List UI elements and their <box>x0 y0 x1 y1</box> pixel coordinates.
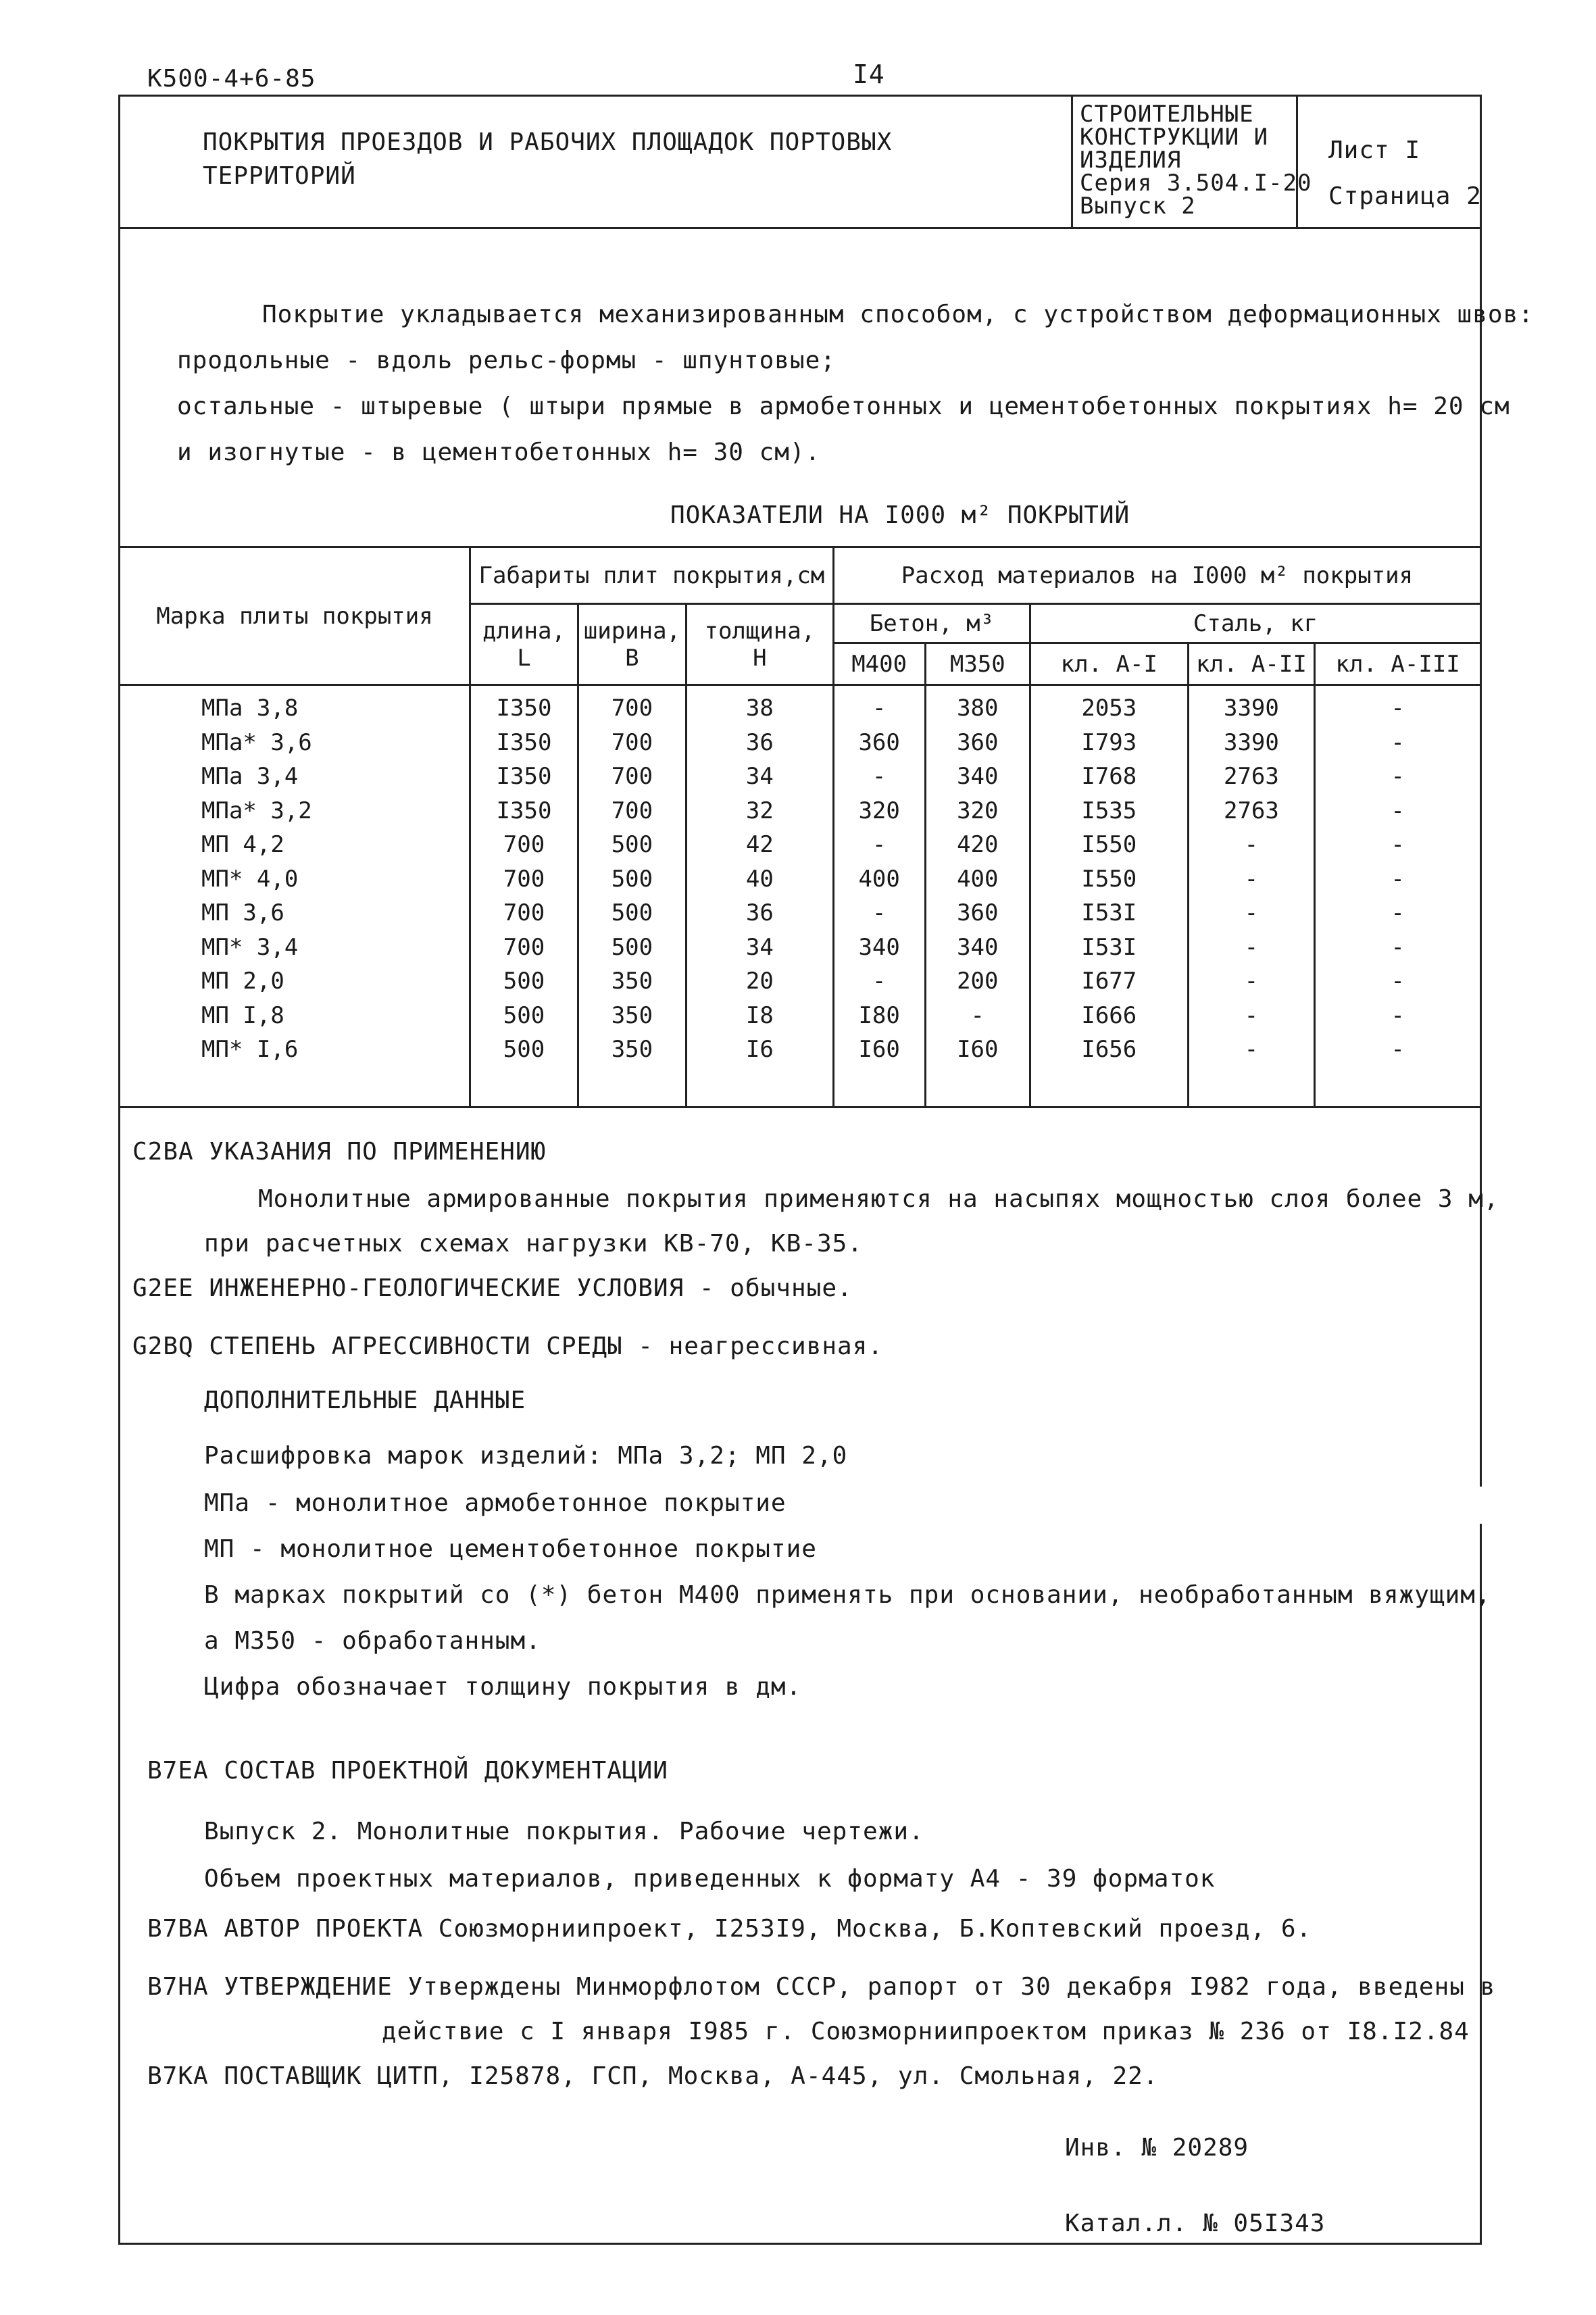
col-mark <box>120 685 470 1107</box>
col-a1 <box>1030 685 1188 1107</box>
header-a1: кл. А-I <box>1030 643 1188 685</box>
col-thickness <box>686 685 833 1107</box>
frame-gap <box>1480 1487 1485 1524</box>
header-length: длина, L <box>470 604 578 685</box>
intro-line-2: продольные - вдоль рельс-формы - шпунтовые; <box>177 347 836 374</box>
header-consumption: Расход материалов на I000 м² покрытия <box>833 547 1480 604</box>
table-cell: 500 <box>611 933 653 961</box>
table-cell: 2053 <box>1081 695 1137 722</box>
table-cell: 340 <box>957 763 999 790</box>
table-cell: 700 <box>503 899 545 926</box>
header-dimensions: Габариты плит покрытия,см <box>470 547 834 604</box>
table-cell: I8 <box>745 1001 774 1029</box>
extra-data-title: ДОПОЛНИТЕЛЬНЫЕ ДАННЫЕ <box>204 1387 526 1414</box>
table-cell: 500 <box>611 831 653 858</box>
header-width: ширина, B <box>578 604 686 685</box>
table-cell: 700 <box>503 865 545 893</box>
table-cell: - <box>1244 1001 1259 1029</box>
title-block-divider <box>1071 95 1073 228</box>
table-cell: 500 <box>503 1036 545 1063</box>
table-cell: 500 <box>611 865 653 893</box>
table-cell: - <box>1244 933 1259 961</box>
intro-line-4: и изогнутые - в цементобетонных h= 30 см). <box>177 439 821 466</box>
table-cell: - <box>1244 865 1259 893</box>
table-cell: МП 3,6 <box>201 899 284 926</box>
table-cell: 20 <box>745 968 774 995</box>
marks-decode: Расшифровка марок изделий: МПа 3,2; МП 2,0 <box>204 1442 848 1470</box>
page-number: I4 <box>853 59 885 89</box>
series-stamp: СТРОИТЕЛЬНЫЕ КОНСТРУКЦИИ И ИЗДЕЛИЯ Серия 3.504.I-20 Выпуск 2 <box>1080 101 1312 220</box>
table-cell: МП* I,6 <box>201 1036 299 1063</box>
table-cell: - <box>872 695 887 722</box>
aggressiveness: G2BQ СТЕПЕНЬ АГРЕССИВНОСТИ СРЕДЫ - неагрессивная. <box>132 1333 884 1360</box>
volume-line: Объем проектных материалов, приведенных к формату А4 - 39 форматок <box>204 1865 1216 1893</box>
table-cell: 500 <box>503 968 545 995</box>
catalog-number: Катал.л. № 05I343 <box>1065 2210 1326 2237</box>
table-cell: 34 <box>745 763 774 790</box>
table-cell: I793 <box>1081 728 1137 756</box>
table-cell: I550 <box>1081 831 1137 858</box>
table-cell: 2763 <box>1223 763 1279 790</box>
header-a3: кл. А-III <box>1315 643 1481 685</box>
table-cell: 34 <box>745 933 774 961</box>
table-cell: 400 <box>957 865 999 893</box>
indicators-table <box>118 546 1482 1108</box>
approval-line-2: действие с I января I985 г. Союзморниипроектом приказ № 236 от I8.I2.84 <box>382 2018 1470 2045</box>
geology-conditions: G2EE ИНЖЕНЕРНО-ГЕОЛОГИЧЕСКИЕ УСЛОВИЯ - обычные. <box>132 1274 853 1302</box>
page-label: Страница 2 <box>1328 182 1482 210</box>
table-cell: I656 <box>1081 1036 1137 1063</box>
table-cell: 200 <box>957 968 999 995</box>
table-cell: 700 <box>503 933 545 961</box>
table-cell: - <box>1391 1036 1405 1063</box>
table-cell: I53I <box>1081 933 1137 961</box>
table-cell: 2763 <box>1223 797 1279 824</box>
header-m350: М350 <box>925 643 1030 685</box>
table-cell: 36 <box>745 899 774 926</box>
author-line: В7ВА АВТОР ПРОЕКТА Союзморниипроект, I253I9, Москва, Б.Коптевский проезд, 6. <box>147 1915 1312 1943</box>
table-cell: I350 <box>496 728 552 756</box>
table-cell: МПа 3,8 <box>201 695 299 722</box>
table-cell: 42 <box>745 831 774 858</box>
title-block-bottom-line <box>118 227 1482 229</box>
table-cell: - <box>1244 831 1259 858</box>
table-cell: 700 <box>611 728 653 756</box>
table-cell: МП* 4,0 <box>201 865 299 893</box>
table-cell: 350 <box>611 1036 653 1063</box>
star-note-line-1: В марках покрытий со (*) бетон М400 применять при основании, необработанным вяжущим, <box>204 1581 1491 1609</box>
table-cell: 700 <box>503 831 545 858</box>
table-cell: 3390 <box>1223 728 1279 756</box>
table-cell: I60 <box>957 1036 999 1063</box>
table-cell: - <box>1391 968 1405 995</box>
approval-line-1: В7НА УТВЕРЖДЕНИЕ Утверждены Минморфлотом СССР, рапорт от 30 декабря I982 года, введены в <box>147 1973 1496 2001</box>
table-cell: 360 <box>957 899 999 926</box>
digit-note: Цифра обозначает толщину покрытия в дм. <box>204 1673 802 1701</box>
table-cell: 700 <box>611 797 653 824</box>
sheet-label: Лист I <box>1328 136 1421 164</box>
usage-title: С2ВА УКАЗАНИЯ ПО ПРИМЕНЕНИЮ <box>132 1138 547 1166</box>
table-cell: I350 <box>496 695 552 722</box>
table-cell: МПа* 3,2 <box>201 797 312 824</box>
table-cell: 500 <box>503 1001 545 1029</box>
table-cell: - <box>872 899 887 926</box>
table-cell: МП 4,2 <box>201 831 284 858</box>
table-cell: - <box>1391 728 1405 756</box>
table-cell: 320 <box>858 797 900 824</box>
col-a3 <box>1315 685 1481 1107</box>
header-a2: кл. А-II <box>1188 643 1315 685</box>
table-cell: - <box>1391 899 1405 926</box>
table-cell: - <box>1244 968 1259 995</box>
table-cell: I350 <box>496 797 552 824</box>
table-cell: 32 <box>745 797 774 824</box>
star-note-line-2: а М350 - обработанным. <box>204 1627 541 1655</box>
table-cell: - <box>1391 933 1405 961</box>
table-cell: - <box>970 1001 985 1029</box>
mp-definition: МП - монолитное цементобетонное покрытие <box>204 1535 817 1563</box>
issue-line: Выпуск 2. Монолитные покрытия. Рабочие чертежи. <box>204 1818 924 1845</box>
inventory-number: Инв. № 20289 <box>1065 2134 1249 2162</box>
table-cell: 340 <box>858 933 900 961</box>
document-code: К500-4+6-85 <box>147 65 316 93</box>
table-cell: 700 <box>611 763 653 790</box>
table-cell: 40 <box>745 865 774 893</box>
table-cell: МП* 3,4 <box>201 933 299 961</box>
table-cell: - <box>872 831 887 858</box>
table-cell: I350 <box>496 763 552 790</box>
table-cell: МП 2,0 <box>201 968 284 995</box>
table-cell: 500 <box>611 899 653 926</box>
table-cell: - <box>1391 831 1405 858</box>
table-cell: I550 <box>1081 865 1137 893</box>
table-cell: - <box>872 763 887 790</box>
usage-line-2: при расчетных схемах нагрузки КВ-70, КВ-35. <box>204 1230 863 1258</box>
table-cell: - <box>1391 763 1405 790</box>
table-cell: I53I <box>1081 899 1137 926</box>
table-cell: I80 <box>858 1001 900 1029</box>
table-cell: I60 <box>858 1036 900 1063</box>
usage-line-1: Монолитные армированные покрытия применяются на насыпях мощностью слоя более 3 м, <box>258 1185 1499 1213</box>
table-cell: 360 <box>858 728 900 756</box>
table-cell: 36 <box>745 728 774 756</box>
table-cell: - <box>1391 865 1405 893</box>
table-cell: МПа 3,4 <box>201 763 299 790</box>
header-thickness: толщина, H <box>686 604 833 685</box>
table-cell: - <box>1244 1036 1259 1063</box>
col-length <box>470 685 578 1107</box>
table-cell: - <box>872 968 887 995</box>
table-cell: - <box>1391 1001 1405 1029</box>
table-cell: - <box>1391 797 1405 824</box>
table-cell: 420 <box>957 831 999 858</box>
composition-title: В7ЕА СОСТАВ ПРОЕКТНОЙ ДОКУМЕНТАЦИИ <box>147 1757 668 1785</box>
table-cell: 360 <box>957 728 999 756</box>
header-mark: Марка плиты покрытия <box>120 547 470 685</box>
mpa-definition: МПа - монолитное армобетонное покрытие <box>204 1489 787 1517</box>
col-width <box>578 685 686 1107</box>
intro-line-3: остальные - штыревые ( штыри прямые в армобетонных и цементобетонных покрытиях h= 20 см <box>177 393 1510 420</box>
col-m350 <box>925 685 1030 1107</box>
document-title: ПОКРЫТИЯ ПРОЕЗДОВ И РАБОЧИХ ПЛОЩАДОК ПОРТОВЫХ ТЕРРИТОРИЙ <box>203 128 893 190</box>
header-concrete: Бетон, м³ <box>833 604 1030 643</box>
table-cell: МПа* 3,6 <box>201 728 312 756</box>
table-cell: I768 <box>1081 763 1137 790</box>
col-a2 <box>1188 685 1315 1107</box>
table-cell: 700 <box>611 695 653 722</box>
table-cell: I6 <box>745 1036 774 1063</box>
table-cell: I535 <box>1081 797 1137 824</box>
table-cell: - <box>1391 695 1405 722</box>
header-steel: Сталь, кг <box>1030 604 1481 643</box>
table-cell: 380 <box>957 695 999 722</box>
table-cell: 320 <box>957 797 999 824</box>
table-title: ПОКАЗАТЕЛИ НА I000 м² ПОКРЫТИЙ <box>670 501 1130 529</box>
table-cell: 340 <box>957 933 999 961</box>
table-cell: 38 <box>745 695 774 722</box>
col-m400 <box>833 685 925 1107</box>
table-cell: 350 <box>611 968 653 995</box>
table-cell: 3390 <box>1223 695 1279 722</box>
header-m400: М400 <box>833 643 925 685</box>
table-cell: I666 <box>1081 1001 1137 1029</box>
table-cell: 350 <box>611 1001 653 1029</box>
table-cell: МП I,8 <box>201 1001 284 1029</box>
table-cell: I677 <box>1081 968 1137 995</box>
table-cell: - <box>1244 899 1259 926</box>
table-cell: 400 <box>858 865 900 893</box>
supplier-line: В7КА ПОСТАВЩИК ЦИТП, I25878, ГСП, Москва, А-445, ул. Смольная, 22. <box>147 2062 1159 2090</box>
intro-line-1: Покрытие укладывается механизированным способом, с устройством деформационных швов: <box>262 301 1534 328</box>
